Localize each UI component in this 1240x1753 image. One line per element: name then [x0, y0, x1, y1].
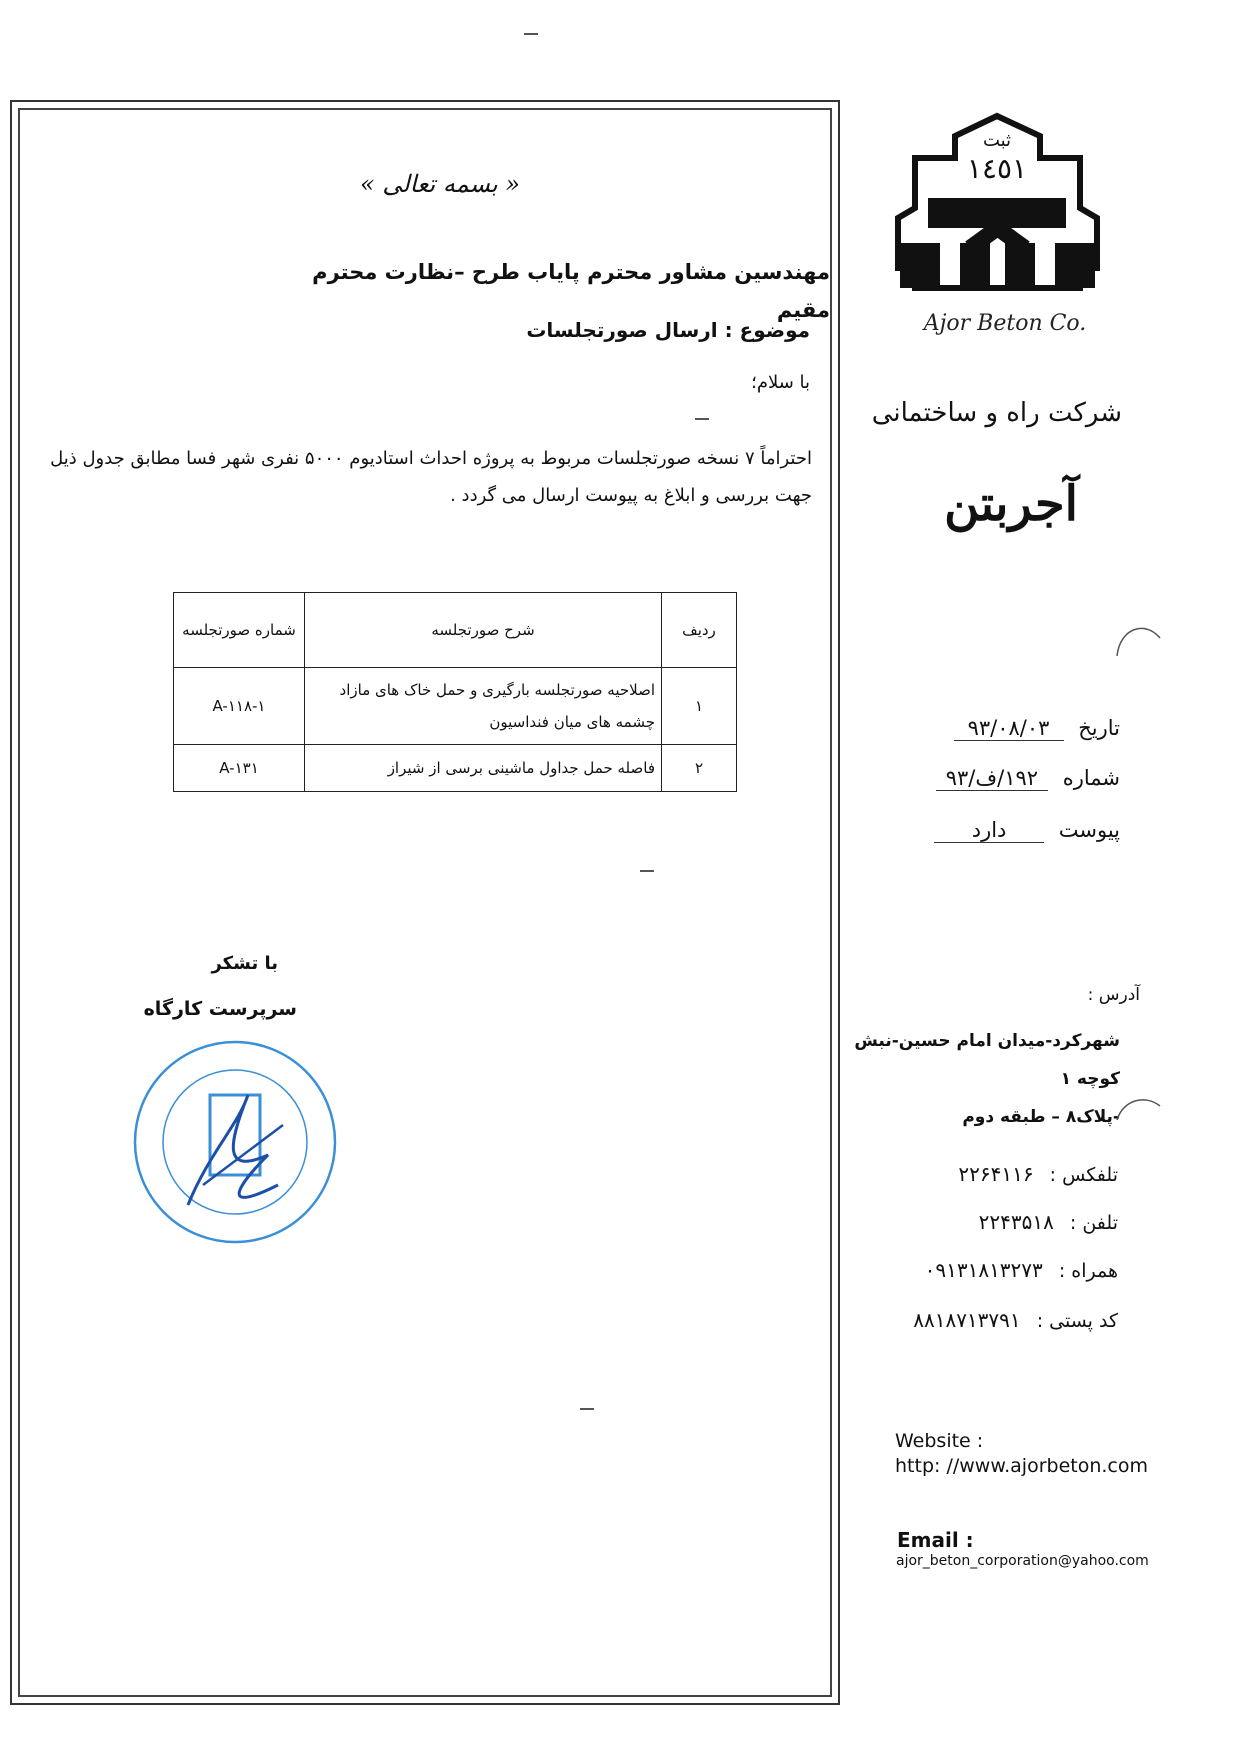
header-minutes-number: شماره صورتجلسه	[174, 593, 305, 668]
cell-minutes-number: A-۱۱۸-۱	[174, 668, 305, 745]
attachment-label: پیوست	[1058, 818, 1120, 842]
logo-reg-number: ١٤٥١	[966, 152, 1028, 185]
address-block	[820, 1022, 1120, 1136]
fax-label: تلفکس :	[1049, 1164, 1118, 1186]
mobile-value: ۰۹۱۳۱۸۱۳۲۷۳	[924, 1258, 1043, 1282]
letter-frame-inner	[18, 108, 832, 1697]
subject-line: موضوع : ارسال صورتجلسات	[526, 318, 810, 342]
ajor-beton-logo	[890, 108, 1105, 358]
postal-label: کد پستی :	[1036, 1310, 1118, 1332]
attachment-field	[934, 818, 1120, 843]
logo-reg-label: ثبت	[982, 130, 1012, 151]
postal-value: ۸۸۱۸۷۱۳۷۹۱	[913, 1308, 1021, 1332]
date-label: تاریخ	[1078, 716, 1120, 740]
cell-description: فاصله حمل جداول ماشینی برسی از شیراز	[305, 745, 662, 792]
scan-speck	[580, 1408, 594, 1410]
header-description: شرح صورتجلسه	[305, 593, 662, 668]
website-link[interactable]: http: //www.ajorbeton.com	[895, 1455, 1149, 1477]
company-name: آجربتن	[944, 476, 1078, 532]
logo-script-text: Ajor Beton Co.	[923, 311, 1087, 336]
company-stamp	[128, 1035, 343, 1250]
date-value: ۹۳/۰۸/۰۳	[954, 716, 1064, 741]
company-type: شرکت راه و ساختمانی	[871, 398, 1122, 428]
letter-number-field	[936, 766, 1120, 791]
fax-row	[958, 1162, 1118, 1186]
cell-row-number: ۱	[662, 668, 737, 745]
scan-speck	[640, 870, 654, 872]
postal-row	[913, 1308, 1118, 1332]
cell-minutes-number: A-۱۳۱	[174, 745, 305, 792]
website-label: Website :	[895, 1430, 984, 1452]
address-line-1: شهرکرد-میدان امام حسین-نبش کوچه ۱	[854, 1031, 1120, 1089]
scan-speck	[695, 418, 709, 420]
number-label: شماره	[1062, 766, 1120, 790]
date-field	[954, 716, 1120, 741]
fax-value: ۲۲۶۴۱۱۶	[958, 1162, 1034, 1186]
basmala-heading: « بسمه تعالی »	[360, 170, 520, 198]
scan-mark	[1115, 618, 1165, 658]
scan-speck	[524, 33, 538, 35]
minutes-table	[173, 592, 737, 792]
letter-body: احتراماً ۷ نسخه صورتجلسات مربوط به پروژه احداث استادیوم ۵۰۰۰ نفری شهر فسا مطابق جدول ذیل جهت بررسی و ابلاغ به پیوست ارسال می گردد .	[50, 448, 812, 506]
number-value: ۱۹۲/ف/۹۳	[936, 766, 1048, 791]
scan-mark	[1115, 1092, 1165, 1122]
greeting: با سلام؛	[751, 372, 810, 393]
email-link[interactable]: ajor_beton_corporation@yahoo.com	[896, 1553, 1149, 1569]
phone-row	[979, 1210, 1118, 1234]
header-row-number: ردیف	[662, 593, 737, 668]
email-label: Email :	[897, 1528, 974, 1552]
recipient-line: مهندسین مشاور محترم پایاب طرح –نظارت محترم مقیم	[312, 260, 830, 322]
address-line-2: -پلاک۸ – طبقه دوم	[962, 1107, 1120, 1127]
attachment-value: دارد	[934, 818, 1044, 843]
table-header-row	[174, 593, 737, 668]
signer-title: سرپرست کارگاه	[143, 998, 297, 1020]
closing-thanks: با تشکر	[211, 953, 278, 974]
table-row	[174, 668, 737, 745]
mobile-label: همراه :	[1058, 1260, 1118, 1282]
cell-description: اصلاحیه صورتجلسه بارگیری و حمل خاک های مازاد چشمه های میان فنداسیون	[305, 668, 662, 745]
address-label: آدرس :	[1087, 985, 1140, 1005]
phone-value: ۲۲۴۳۵۱۸	[978, 1210, 1054, 1234]
mobile-row	[925, 1258, 1118, 1282]
table-row	[174, 745, 737, 792]
cell-row-number: ۲	[662, 745, 737, 792]
phone-label: تلفن :	[1069, 1212, 1118, 1234]
